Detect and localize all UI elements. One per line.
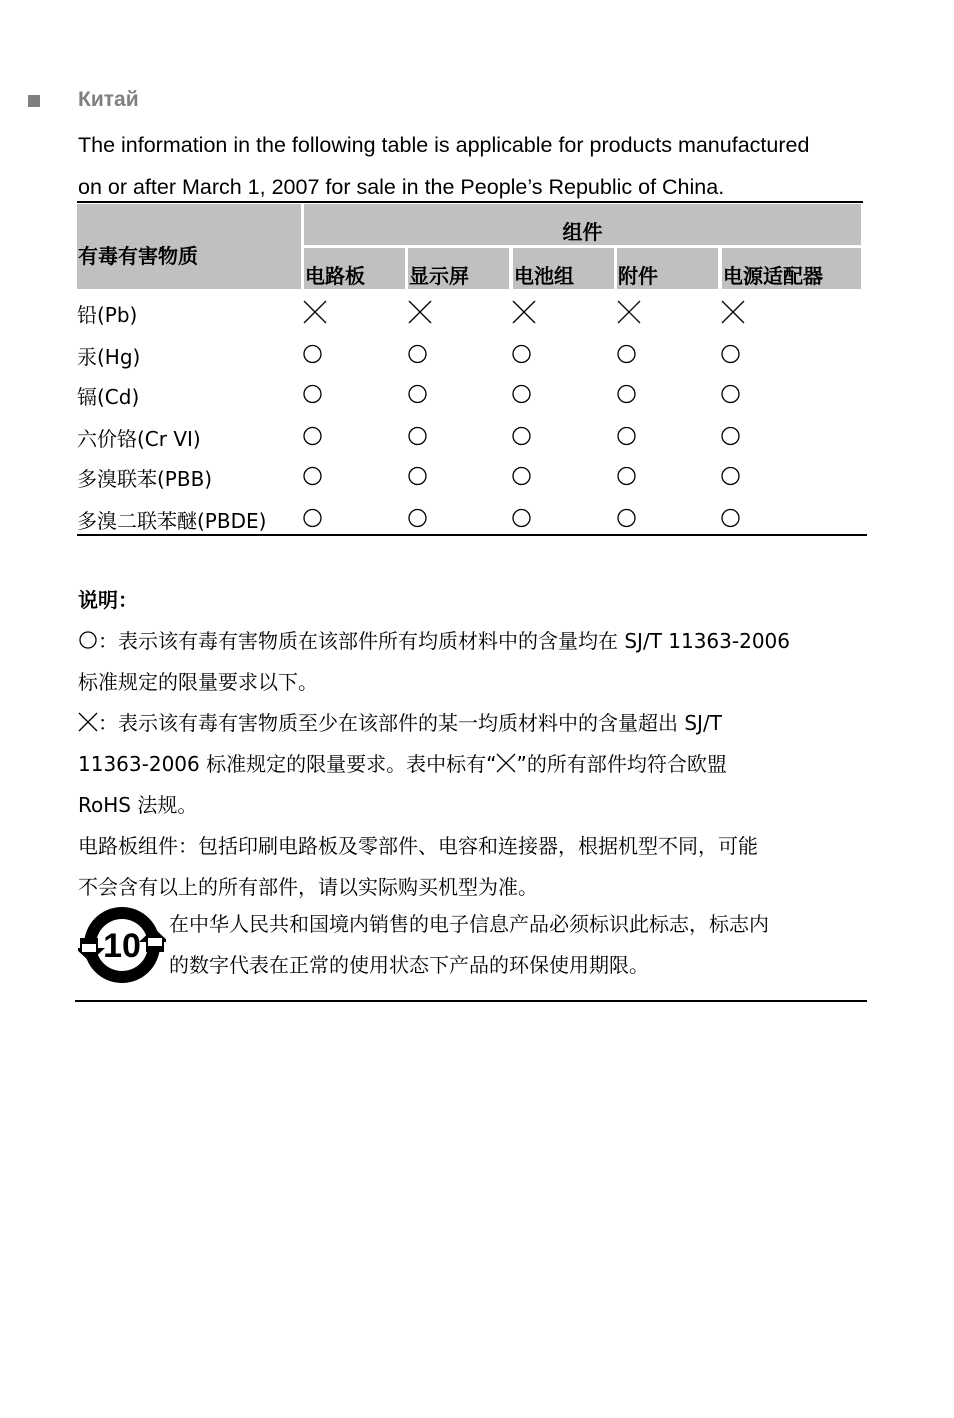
- circle-mark-icon: [512, 382, 536, 406]
- intro-paragraph: [78, 124, 878, 208]
- circle-mark-icon: [617, 506, 641, 530]
- cross-mark-icon: [78, 712, 98, 732]
- substance-label: 铅(Pb): [77, 303, 138, 327]
- group-header-cell: [304, 204, 861, 245]
- o-note-line: [78, 621, 868, 662]
- epup-line: 在中华人民共和国境内销售的电子信息产品必须标识此标志，标志内: [169, 912, 769, 936]
- column-header-cell: [722, 248, 861, 289]
- cross-mark-icon: [496, 753, 516, 773]
- circle-mark-icon: [408, 342, 432, 366]
- circle-mark-icon: [512, 464, 536, 488]
- column-header-label: 电池组: [514, 264, 574, 288]
- circle-mark-icon: [78, 630, 98, 650]
- section-title: Китай: [78, 88, 139, 111]
- circle-mark-icon: [303, 464, 327, 488]
- cross-mark-icon: [512, 300, 536, 324]
- circle-mark-icon: [617, 464, 641, 488]
- column-header-label: 附件: [618, 264, 658, 288]
- x-note-line: RoHS 法规。: [78, 793, 198, 817]
- circle-mark-icon: [721, 506, 745, 530]
- o-note-text: ：表示该有毒有害物质在该部件所有均质材料中的含量均在 SJ/T 11363-2006: [98, 629, 791, 653]
- circle-mark-icon: [303, 506, 327, 530]
- circle-mark-icon: [512, 342, 536, 366]
- notes-title: 说明：: [78, 588, 138, 612]
- circle-mark-icon: [408, 424, 432, 448]
- substance-label: 汞(Hg): [77, 345, 141, 369]
- column-header-cell: [304, 248, 405, 289]
- circle-mark-icon: [408, 464, 432, 488]
- x-note-line: [78, 703, 868, 744]
- row-header-cell: [77, 204, 301, 289]
- circle-mark-icon: [408, 382, 432, 406]
- circle-mark-icon: [303, 342, 327, 366]
- circle-mark-icon: [721, 424, 745, 448]
- board-note-line: 电路板组件：包括印刷电路板及零部件、电容和连接器，根据机型不同，可能: [78, 834, 758, 858]
- row-header-label: 有毒有害物质: [78, 244, 198, 268]
- o-note-line: 标准规定的限量要求以下。: [78, 670, 318, 694]
- circle-mark-icon: [512, 506, 536, 530]
- table-top-rule: [77, 201, 863, 203]
- column-header-label: 电路板: [305, 264, 365, 288]
- x-note-line: [78, 744, 868, 785]
- column-header-cell: [617, 248, 718, 289]
- section-end-rule: [75, 1000, 867, 1002]
- epup-statement: [169, 904, 769, 986]
- circle-mark-icon: [408, 506, 432, 530]
- hazardous-substances-table: [77, 201, 867, 536]
- cross-mark-icon: [408, 300, 432, 324]
- substance-label: 多溴二联苯醚(PBDE): [77, 509, 267, 533]
- substance-label: 多溴联苯(PBB): [77, 467, 213, 491]
- intro-line: The information in the following table is applicable for products manufactured: [78, 133, 810, 157]
- circle-mark-icon: [721, 464, 745, 488]
- bullet-square-icon: [28, 95, 40, 107]
- notes-section: [78, 580, 868, 908]
- cross-mark-icon: [721, 300, 745, 324]
- table-bottom-rule: [77, 534, 867, 536]
- circle-mark-icon: [617, 424, 641, 448]
- column-header-label: 显示屏: [409, 264, 469, 288]
- circle-mark-icon: [512, 424, 536, 448]
- circle-mark-icon: [303, 424, 327, 448]
- cross-mark-icon: [617, 300, 641, 324]
- environment-protection-period-logo: [78, 904, 166, 986]
- substance-label: 六价铬(Cr VI): [77, 427, 201, 451]
- cross-mark-icon: [303, 300, 327, 324]
- column-header-cell: [408, 248, 509, 289]
- epup-line: 的数字代表在正常的使用状态下产品的环保使用期限。: [169, 953, 649, 977]
- x-note-text: ”的所有部件均符合欧盟: [516, 752, 727, 776]
- board-note-line: 不会含有以上的所有部件，请以实际购买机型为准。: [78, 875, 538, 899]
- circle-mark-icon: [617, 342, 641, 366]
- circle-mark-icon: [617, 382, 641, 406]
- circle-mark-icon: [721, 382, 745, 406]
- intro-line: on or after March 1, 2007 for sale in the People’s Republic of China.: [78, 175, 725, 199]
- x-note-text: ：表示该有毒有害物质至少在该部件的某一均质材料中的含量超出 SJ/T: [98, 711, 722, 735]
- x-note-text: 11363-2006 标准规定的限量要求。表中标有“: [78, 752, 497, 776]
- column-header-cell: [513, 248, 614, 289]
- logo-number: 10: [103, 927, 141, 965]
- circle-mark-icon: [721, 342, 745, 366]
- group-header-label: 组件: [562, 220, 603, 244]
- column-header-label: 电源适配器: [723, 264, 823, 288]
- substance-label: 镉(Cd): [77, 385, 140, 409]
- circle-mark-icon: [303, 382, 327, 406]
